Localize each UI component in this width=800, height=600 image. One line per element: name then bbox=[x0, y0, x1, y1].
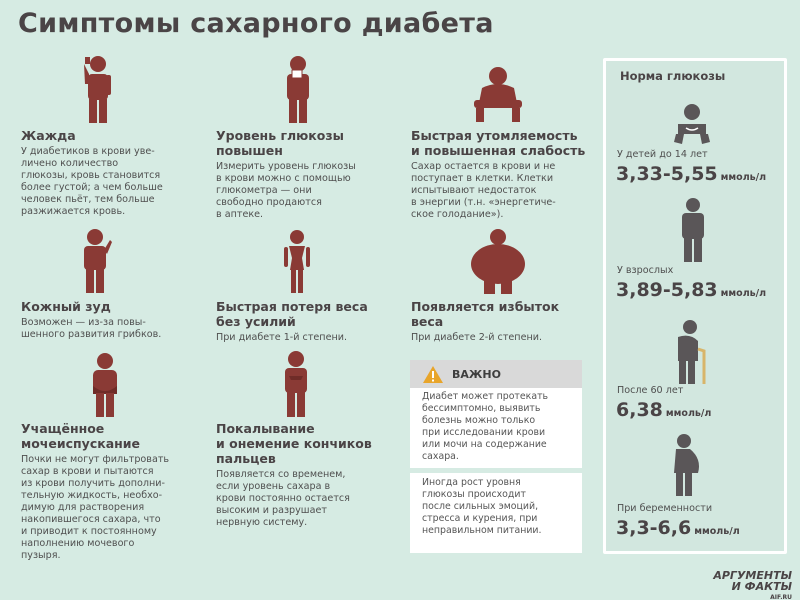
symptom-title-thirst: Жажда bbox=[21, 128, 76, 143]
tired-person-icon bbox=[470, 64, 526, 124]
symptom-title-itch: Кожный зуд bbox=[21, 299, 111, 314]
important-text-2: Иногда рост уровня глюкозы происходит после сильных эмоций, стресса и курения, при неправильном питании. bbox=[422, 477, 542, 536]
glucometer-person-icon bbox=[278, 54, 318, 124]
symptom-title-fatigue: Быстрая утомляемость и повышенная слабость bbox=[411, 128, 586, 158]
page-title: Симптомы сахарного диабета bbox=[18, 8, 494, 39]
symptom-title-urination: Учащённое мочеиспускание bbox=[21, 421, 141, 451]
important-label: ВАЖНО bbox=[452, 368, 501, 381]
important-text-1: Диабет может протекать бессимптомно, выявить болезнь можно только при исследовании крови или мочи на содержание сахара. bbox=[422, 391, 549, 462]
important-header bbox=[410, 360, 582, 388]
symptom-title-overweight: Появляется избыток веса bbox=[411, 299, 560, 329]
symptom-text-itch: Возможен — из-за повы- шенного развития грибков. bbox=[21, 317, 162, 340]
itching-person-icon bbox=[78, 228, 114, 294]
symptom-text-glucose: Измерить уровень глюкозы в крови можно с помощью глюкометра — они свободно продаются в аптеке. bbox=[216, 161, 356, 220]
urination-person-icon bbox=[87, 352, 123, 418]
norm-value-adults: 3,89-5,83 ммоль/л bbox=[616, 279, 767, 301]
norm-value-pregnancy: 3,3-6,6 ммоль/л bbox=[616, 517, 740, 539]
symptom-text-weight-loss: При диабете 1-й степени. bbox=[216, 332, 348, 343]
norm-value-over-60: 6,38 ммоль/л bbox=[616, 399, 712, 421]
symptom-text-overweight: При диабете 2-й степени. bbox=[411, 332, 543, 343]
norm-value-children: 3,33-5,55 ммоль/л bbox=[616, 163, 767, 185]
numbness-person-icon bbox=[279, 350, 313, 418]
symptom-title-glucose: Уровень глюкозы повышен bbox=[216, 128, 344, 158]
symptom-title-numbness: Покалывание и онемение кончиков пальцев bbox=[216, 421, 372, 466]
important-box bbox=[410, 360, 582, 553]
adult-icon bbox=[678, 197, 708, 263]
symptom-text-numbness: Появляется со временем, если уровень сахара в крови постоянно остается высоким и разрушает нервную систему. bbox=[216, 469, 350, 528]
overweight-person-icon bbox=[468, 228, 528, 294]
norm-title: Норма глюкозы bbox=[620, 69, 726, 83]
warning-icon bbox=[422, 365, 444, 384]
norm-label-pregnancy: При беременности bbox=[617, 503, 713, 514]
symptom-title-weight-loss: Быстрая потеря веса без усилий bbox=[216, 299, 368, 329]
baby-icon bbox=[672, 102, 712, 146]
norm-label-over-60: После 60 лет bbox=[617, 385, 684, 396]
norm-label-adults: У взрослых bbox=[617, 265, 674, 276]
glucose-norm-panel bbox=[603, 58, 787, 554]
norm-label-children: У детей до 14 лет bbox=[617, 149, 708, 160]
important-divider bbox=[410, 468, 582, 473]
symptom-text-fatigue: Сахар остается в крови и не поступает в клетки. Клетки испытывают недостаток в энергии (т.н. «энергетиче- ское голодание»). bbox=[411, 161, 556, 220]
aif-logo: АРГУМЕНТЫ И ФАКТЫ AIF.RU bbox=[713, 569, 792, 600]
symptom-text-urination: Почки не могут фильтровать сахар в крови и пытаются из крови получить дополни- тельную жидкость, необхо- димую для растворения накопившегося сахара, что и приводит к постоянному наполнению мочевого пузыря. bbox=[21, 454, 170, 561]
drinking-person-icon bbox=[77, 54, 117, 124]
thin-person-icon bbox=[282, 228, 312, 294]
symptom-text-thirst: У диабетиков в крови уве- личено количество глюкозы, кровь становится более густой; а чем больше человек пьёт, тем больше разжижается кровь. bbox=[21, 146, 163, 217]
elderly-person-icon bbox=[668, 319, 714, 385]
pregnant-woman-icon bbox=[666, 433, 706, 497]
